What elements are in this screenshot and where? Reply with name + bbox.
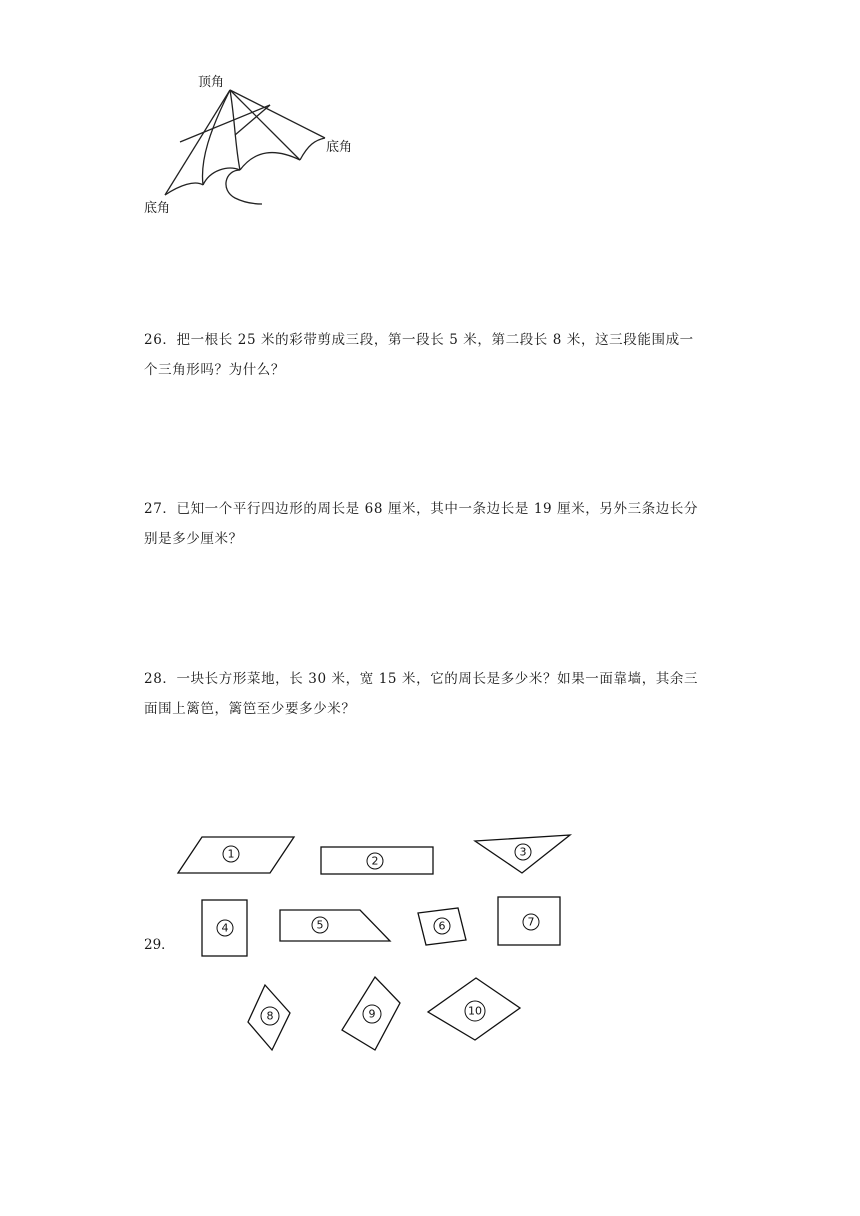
umbrella-figure <box>140 70 370 220</box>
shape-10-rhombus <box>428 978 520 1040</box>
shape-1-parallelogram <box>178 837 294 873</box>
shape-6-number: 6 <box>438 919 446 933</box>
q29-shapes-figure <box>170 825 590 1060</box>
shape-3-triangle <box>475 835 570 873</box>
label-apex: 顶角 <box>198 75 225 90</box>
question-29-label: 29． <box>144 937 175 953</box>
shape-1-number: 1 <box>227 847 235 861</box>
shape-3-number: 3 <box>519 845 527 859</box>
question-26-line1: 26．把一根长 25 米的彩带剪成三段，第一段长 5 米，第二段长 8 米，这三段能围成一 <box>144 332 694 348</box>
shape-5-trapezoid <box>280 910 390 941</box>
shape-9-parallelogram <box>342 977 400 1050</box>
shape-2-number: 2 <box>371 854 379 868</box>
question-27-line2: 别是多少厘米？ <box>144 531 243 547</box>
question-28-line1: 28．一块长方形菜地，长 30 米，宽 15 米，它的周长是多少米？如果一面靠墙，其余三 <box>144 671 699 687</box>
question-26 <box>144 325 724 385</box>
shape-5-number: 5 <box>316 918 324 932</box>
shape-10-number: 10 <box>468 1004 482 1018</box>
shape-8-number: 8 <box>266 1009 274 1023</box>
shape-7-square <box>498 897 560 945</box>
label-base-right: 底角 <box>326 140 353 155</box>
shape-4-number: 4 <box>221 921 229 935</box>
shape-6-square <box>418 908 466 945</box>
shape-7-number: 7 <box>527 915 535 929</box>
question-26-line2: 个三角形吗？为什么？ <box>144 362 285 378</box>
shape-4-rectangle <box>202 900 247 956</box>
question-27 <box>144 494 724 554</box>
label-base-left: 底角 <box>144 201 171 216</box>
question-27-line1: 27．已知一个平行四边形的周长是 68 厘米，其中一条边长是 19 厘米，另外三条边长分 <box>144 501 699 517</box>
shape-9-number: 9 <box>368 1007 376 1021</box>
shape-2-rectangle <box>321 847 433 874</box>
question-28-line2: 面围上篱笆，篱笆至少要多少米？ <box>144 701 356 717</box>
shape-8-rhombus <box>248 985 290 1050</box>
question-28 <box>144 664 724 724</box>
